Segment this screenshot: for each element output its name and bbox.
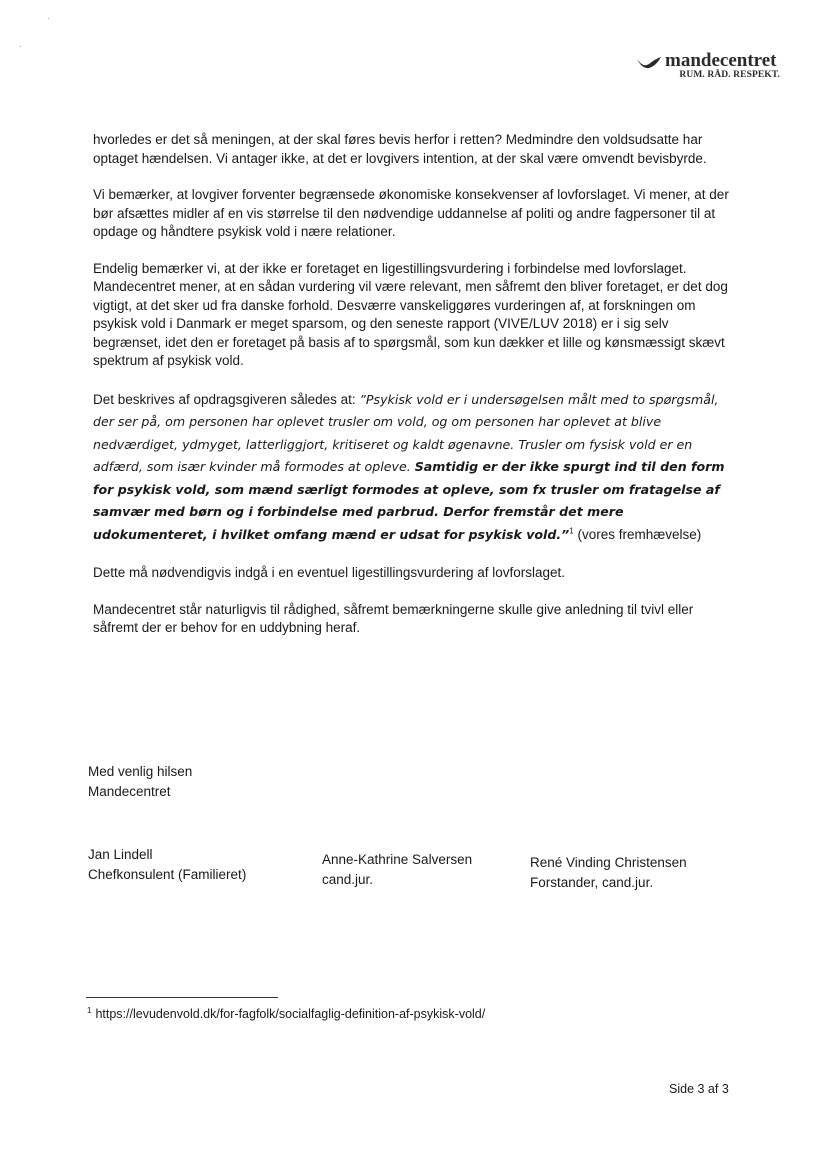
paragraph-equality-assessment: Endelig bemærker vi, at der ikke er foretaget en ligestillingsvurdering i forbindelse med lovforslaget. Mandecentret mener, at en sådan vurdering vil være relevant, men såfremt den bliver foretaget, er det dog vigtigt, at det sker ud fra danske forhold. Desværre vanskeliggøres vurderingen af, at forskningen om psykisk vold i Danmark er meget sparsom, og den seneste rapport (VIVE/LUV 2018) er i sig selv begrænset, idet den er foretaget på basis af to spørgsmål, som kun dækker et lille og kønsmæssigt skævt spektrum af psykisk vold. [93, 260, 728, 368]
closing-org: Mandecentret [88, 784, 171, 799]
scan-speck: · [47, 14, 50, 23]
quote-outro: (vores fremhævelse) [573, 526, 702, 542]
quote-bold-emphasis: Samtidig er der ikke spurgt ind til den form for psykisk vold, som mænd særligt formodes at opleve, som fx trusler om fratagelse af samvær med børn og i forbindelse med parbrud. Derfor fremstår det mere udokumenteret, i hvilket omfang mænd er udsat for psykisk vold.” [93, 459, 725, 542]
closing [88, 762, 192, 802]
signatory [530, 853, 687, 893]
mandecentret-logo [636, 50, 786, 80]
logo-mark-icon [636, 56, 662, 70]
footnote-number: 1 [87, 1006, 92, 1015]
footnote [87, 1006, 485, 1021]
quote-italic: ”Psykisk vold er i undersøgelsen målt med to spørgsmål, der ser på, om personen har oplevet trusler om vold, og om personen har oplevet at blive nedværdiget, ydmyget, latterliggjort, kritiseret og kaldt øgenavne. Trusler om fysisk vold er en adfærd, som især kvinder må formodes at opleve. [93, 391, 719, 474]
signatory-title: Forstander, cand.jur. [530, 875, 654, 890]
paragraph-availability: Mandecentret står naturligvis til rådighed, såfremt bemærkningerne skulle give anledning til tvivl eller såfremt der er behov for en uddybning heraf. [93, 601, 694, 635]
scan-speck: · [19, 42, 22, 51]
signatory [88, 845, 246, 885]
signatory-name: René Vinding Christensen [530, 855, 687, 870]
paragraph-economy: Vi bemærker, at lovgiver forventer begrænsede økonomiske konsekvenser af lovforslaget. Vi mener, at der bør afsættes midler af en vis størrelse til den nødvendige uddannelse af politi og andre fagpersoner til at opdage og håndtere psykisk vold i nære relationer. [93, 187, 729, 239]
signatory-title: cand.jur. [322, 872, 374, 887]
paragraph-evidence: hvorledes er det så meningen, at der skal føres bevis herfor i retten? Medmindre den voldsudsatte har optaget hændelsen. Vi antager ikke, at det er lovgivers intention, at der skal være omvendt bevisbyrde. [93, 132, 707, 166]
signatory-title: Chefkonsulent (Familieret) [88, 867, 247, 882]
logo-name: mandecentret [665, 50, 777, 71]
footnote-reference: 1 [569, 526, 574, 535]
signatory [322, 850, 472, 890]
letter-body [93, 131, 733, 656]
paragraph-quote [93, 389, 733, 547]
footnote-link[interactable]: https://levudenvold.dk/for-fagfolk/socialfaglig-definition-af-psykisk-vold/ [95, 1007, 486, 1022]
signatory-name: Anne-Kathrine Salversen [322, 852, 473, 867]
signatory-name: Jan Lindell [88, 847, 153, 862]
closing-greeting: Med venlig hilsen [88, 764, 193, 779]
paragraph-necessity: Dette må nødvendigvis indgå i en eventuel ligestillingsvurdering af lovforslaget. [93, 565, 566, 580]
footnote-divider [86, 997, 278, 998]
logo-tagline: RUM. RÅD. RESPEKT. [679, 70, 780, 80]
quote-intro: Det beskrives af opdragsgiveren således at: [93, 391, 360, 407]
page-number: Side 3 af 3 [669, 1082, 729, 1096]
